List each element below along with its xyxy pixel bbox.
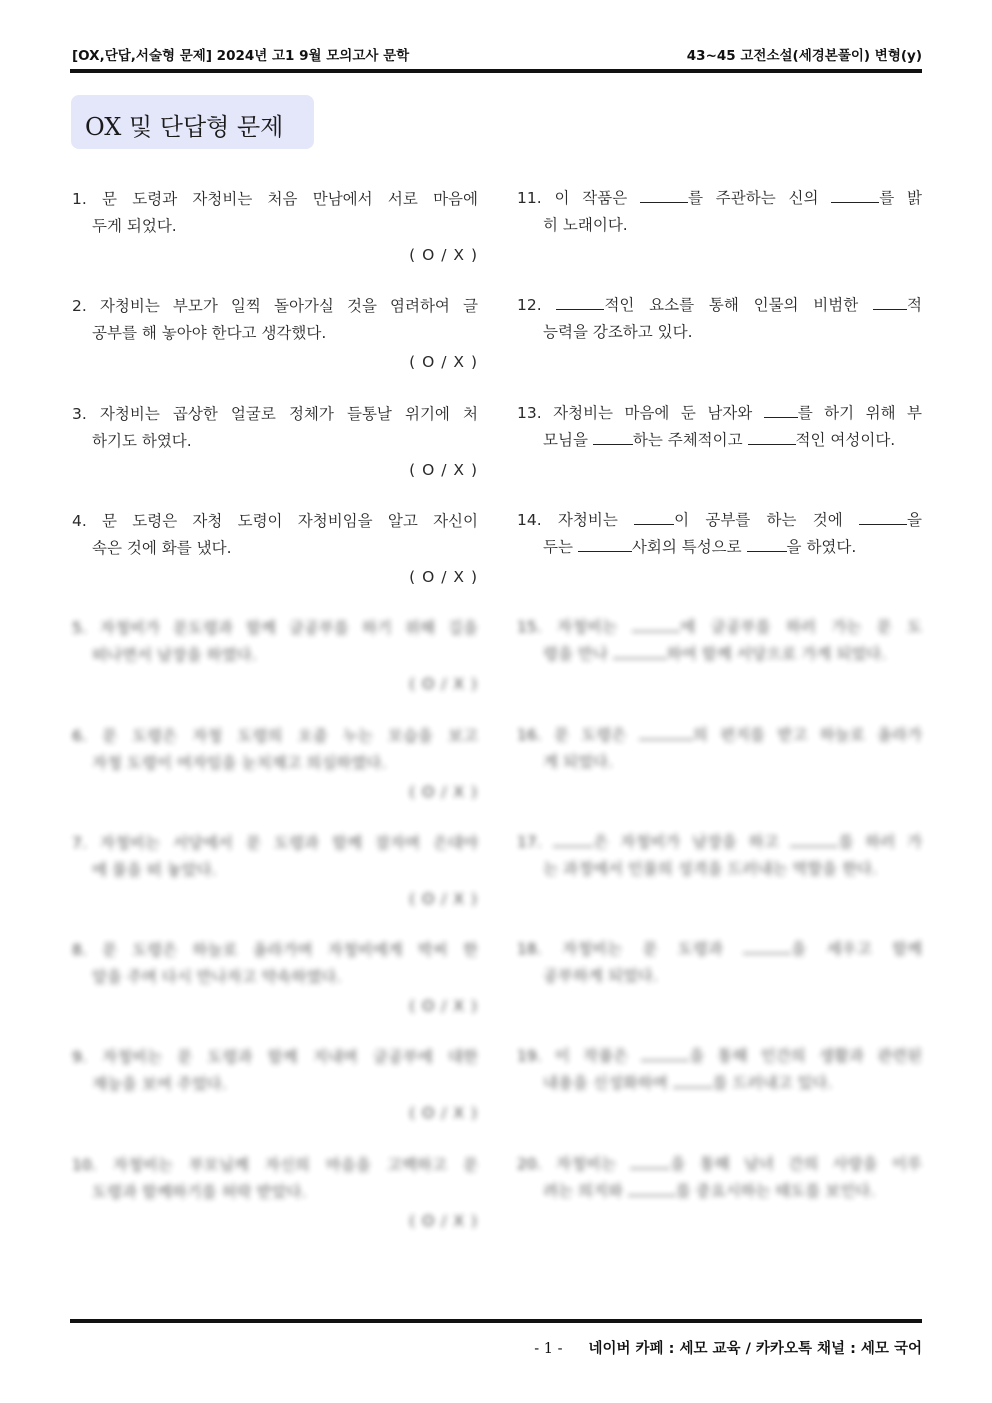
question-line: 속은 것에 화를 냈다. <box>92 538 232 557</box>
question-text: 적 <box>907 296 922 315</box>
answer-blank <box>640 189 688 203</box>
question-text: 내용을 신성화하며 <box>543 1074 673 1093</box>
question-line: 자청 도령이 여자임을 눈치채고 의심하였다. <box>92 753 387 772</box>
question-text: 을 하였다. <box>786 537 857 556</box>
ox-question-4 <box>72 508 478 591</box>
answer-blank <box>634 511 674 525</box>
question-line: 에 물을 떠 놓았다. <box>92 860 217 879</box>
answer-blank <box>859 511 907 525</box>
short-answer-question-19 <box>517 1043 922 1097</box>
short-answer-question-18 <box>517 936 922 990</box>
short-answer-question-17 <box>517 829 922 883</box>
ox-answer-mark: ( O / X ) <box>409 997 478 1016</box>
question-line <box>517 212 922 239</box>
question-line <box>517 936 922 963</box>
section-title: OX 및 단답형 문제 <box>85 113 284 141</box>
question-text: 령을 만나 <box>543 645 613 664</box>
ox-answer-mark: ( O / X ) <box>409 1104 478 1123</box>
answer-blank <box>748 431 796 445</box>
question-line <box>517 722 922 749</box>
short-answer-question-15 <box>517 614 922 668</box>
question-line: 하기도 하였다. <box>92 431 192 450</box>
answer-blank <box>831 189 879 203</box>
ox-question-2 <box>72 293 478 376</box>
ox-answer-mark: ( O / X ) <box>409 782 478 801</box>
question-text: 14. 자청비는 <box>517 510 635 529</box>
question-text: 적인 여성이다. <box>795 430 896 449</box>
question-line <box>517 427 922 454</box>
question-text: 를 밝 <box>879 189 923 207</box>
question-line <box>517 185 922 212</box>
question-text: 에 글공부를 하러 가는 문 도 <box>680 618 922 637</box>
question-text: 12. <box>517 296 557 315</box>
question-line: 떠나면서 남장을 하였다. <box>92 646 257 665</box>
question-line <box>517 856 922 883</box>
short-answer-question-20 <box>517 1151 922 1205</box>
question-text: 적인 요소를 통해 인물의 비범한 <box>604 296 874 315</box>
answer-blank <box>628 1182 676 1196</box>
question-line: 도령과 함께하기를 허락 받았다. <box>92 1182 307 1201</box>
answer-blank <box>613 645 667 659</box>
question-text: 모님을 <box>543 430 593 449</box>
ox-question-9 <box>72 1044 478 1127</box>
ox-answer-mark: ( O / X ) <box>409 675 478 694</box>
ox-answer-mark: ( O / X ) <box>409 246 478 264</box>
ox-question-10 <box>72 1152 478 1235</box>
question-line: 9. 자청비는 문 도령과 함께 지내며 글공부에 대한 <box>72 1048 478 1067</box>
ox-question-7 <box>72 830 478 913</box>
question-line: 3. 자청비는 곱상한 얼굴로 정체가 들통날 위기에 처 <box>72 404 478 423</box>
answer-blank <box>673 1074 713 1088</box>
question-text: 13. 자청비는 마음에 둔 남자와 <box>517 403 764 422</box>
question-text: 15. 자청비는 <box>517 618 633 637</box>
answer-blank <box>556 296 604 310</box>
header-right-title: 43~45 고전소설(세경본풀이) 변형(y) <box>686 48 922 64</box>
answer-blank <box>578 538 632 552</box>
ox-answer-mark: ( O / X ) <box>409 567 478 586</box>
question-text: 을 세우고 함께 <box>791 940 922 959</box>
question-line <box>517 1070 922 1097</box>
answer-blank <box>790 833 838 847</box>
question-text: 16. 문 도령은 <box>517 725 639 744</box>
question-line: 7. 자청비는 서당에서 문 도령과 함께 잠자며 은대야 <box>72 833 478 852</box>
question-text: 히 노래이다. <box>543 216 628 234</box>
question-line <box>517 749 922 776</box>
header-divider <box>70 69 922 73</box>
question-line <box>517 319 922 346</box>
question-text: 능력을 강조하고 있다. <box>543 323 693 342</box>
question-text: 를 드러내고 있다. <box>712 1074 833 1093</box>
question-text: 를 하러 가 <box>838 832 922 851</box>
ox-answer-mark: ( O / X ) <box>409 353 478 372</box>
short-answer-question-14 <box>517 507 922 561</box>
question-line <box>517 1043 922 1070</box>
ox-answer-mark: ( O / X ) <box>409 1211 478 1230</box>
answer-blank <box>593 431 633 445</box>
question-line: 6. 문 도령은 자청 도령의 오줌 누는 모습을 보고 <box>72 726 478 745</box>
question-text: 을 <box>907 510 922 529</box>
question-text: 19. 이 작품은 <box>517 1047 642 1066</box>
ox-question-6 <box>72 723 478 806</box>
question-text: 은 자청비가 남장을 하고 <box>593 832 791 851</box>
page-footer <box>534 1337 922 1358</box>
question-text: 18. 자청비는 문 도령과 <box>517 940 744 959</box>
question-line: 2. 자청비는 부모가 일찍 돌아가실 것을 염려하여 글 <box>72 297 478 316</box>
question-line <box>517 641 922 668</box>
ox-answer-mark: ( O / X ) <box>409 889 478 908</box>
answer-blank <box>553 833 593 847</box>
question-line <box>517 534 922 561</box>
question-text: 두는 <box>543 537 578 556</box>
ox-question-8 <box>72 937 478 1020</box>
footer-divider <box>70 1319 922 1323</box>
question-text: 를 주관하는 신의 <box>687 189 832 207</box>
question-line <box>517 507 922 534</box>
answer-blank <box>873 296 907 310</box>
footer-channel-info: 네이버 카페 : 세모 교육 / 카카오톡 채널 : 세모 국어 <box>588 1341 922 1357</box>
question-text: 11. 이 작품은 <box>517 189 640 207</box>
question-line <box>517 614 922 641</box>
answer-blank <box>764 404 798 418</box>
question-text: 을 통해 남녀 간의 사랑을 이루 <box>670 1154 922 1173</box>
ox-question-3 <box>72 401 478 484</box>
question-text: 사회의 특성으로 <box>631 537 747 556</box>
question-line: 4. 문 도령은 자청 도령이 자청비임을 알고 자신이 <box>72 511 478 530</box>
question-text: 려는 의지와 <box>543 1181 628 1200</box>
short-answer-question-12 <box>517 292 922 346</box>
question-text: 의 편지를 받고 하늘로 올라가 <box>692 725 922 744</box>
question-text: 20. 자청비는 <box>517 1154 631 1173</box>
answer-blank <box>641 1047 689 1061</box>
question-line: 두게 되었다. <box>92 217 177 235</box>
answer-blank <box>743 940 791 954</box>
short-answer-question-11 <box>517 185 922 239</box>
question-line <box>517 1178 922 1205</box>
question-line: 1. 문 도령과 자청비는 처음 만남에서 서로 마음에 <box>72 190 478 208</box>
question-line: 10. 자청비는 부모님께 자신의 마음을 고백하고 문 <box>72 1155 478 1174</box>
question-text: 이 공부를 하는 것에 <box>674 510 860 529</box>
question-text: 를 중요시하는 태도를 보인다. <box>675 1181 876 1200</box>
answer-blank <box>630 1155 670 1169</box>
question-line <box>517 292 922 319</box>
question-text: 하는 주체적이고 <box>632 430 748 449</box>
answer-blank <box>639 726 693 740</box>
question-line <box>517 963 922 990</box>
ox-answer-mark: ( O / X ) <box>409 460 478 479</box>
page-number: - 1 - <box>534 1341 563 1357</box>
ox-question-1 <box>72 186 478 269</box>
question-line: 5. 자청비가 문도령과 함께 글공부를 하기 위해 길을 <box>72 619 478 638</box>
ox-question-5 <box>72 615 478 698</box>
question-text: 는 과정에서 인물의 성격을 드러내는 역할을 한다. <box>543 859 877 878</box>
question-line <box>517 1151 922 1178</box>
question-text: 를 하기 위해 부 <box>797 403 922 422</box>
question-text: 하여 함께 서당으로 가게 되었다. <box>666 645 887 664</box>
page-header <box>72 44 922 64</box>
header-left-title: [OX,단답,서술형 문제] 2024년 고1 9월 모의고사 문학 <box>72 48 410 64</box>
question-text: 17. <box>517 832 554 851</box>
question-text: 게 되었다. <box>543 752 613 771</box>
question-line: 재능을 보여 주었다. <box>92 1075 227 1094</box>
section-title-box <box>71 95 314 149</box>
question-line: 알을 주며 다시 만나자고 약속하였다. <box>92 968 342 987</box>
answer-blank <box>632 618 680 632</box>
question-line: 8. 문 도령은 하늘로 올라가며 자청비에게 박씨 한 <box>72 941 478 960</box>
answer-blank <box>747 538 787 552</box>
question-line: 공부를 해 놓아야 한다고 생각했다. <box>92 324 327 343</box>
question-line <box>517 829 922 856</box>
question-line <box>517 400 922 427</box>
question-text: 을 통해 인간의 생활과 관련된 <box>689 1047 923 1066</box>
short-answer-question-13 <box>517 400 922 454</box>
short-answer-question-16 <box>517 722 922 776</box>
question-text: 공부하게 되었다. <box>543 967 658 986</box>
